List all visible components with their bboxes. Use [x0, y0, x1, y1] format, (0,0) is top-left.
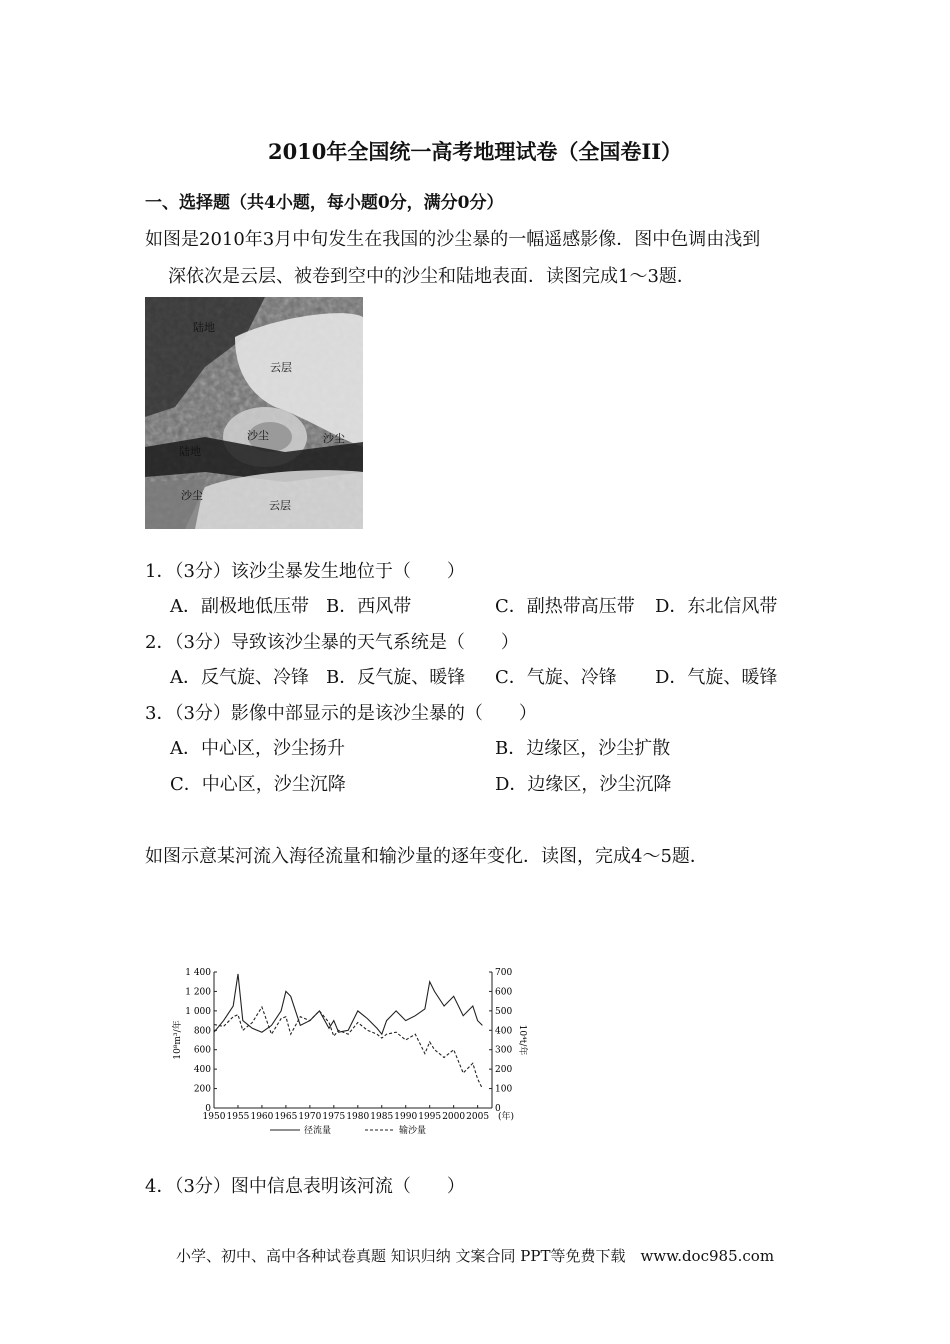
left-tick-label: 600 — [193, 1045, 211, 1056]
x-tick-label: 1975 — [322, 1112, 346, 1122]
legend-label-sediment: 输沙量 — [399, 1126, 427, 1136]
intro1-line1: 如图是2010年3月中旬发生在我国的沙尘暴的一幅遥感影像．图中色调由浅到 — [145, 229, 761, 250]
question-1-option-a: A．副极地低压带 — [170, 596, 309, 617]
x-tick-label: 1970 — [298, 1112, 322, 1122]
x-tick-label: 1965 — [274, 1112, 298, 1122]
map-label-land-1: 陆地 — [193, 321, 215, 334]
x-tick-label: 2000 — [442, 1112, 466, 1122]
x-tick-label: 1995 — [418, 1112, 442, 1122]
x-tick-label: 1960 — [250, 1112, 274, 1122]
question-1-option-d: D．东北信风带 — [655, 596, 778, 617]
x-axis-unit: (年) — [497, 1112, 515, 1122]
map-label-cloud-2: 云层 — [269, 499, 291, 512]
left-tick-label: 200 — [193, 1084, 211, 1095]
left-tick-label: 1 200 — [185, 987, 211, 998]
legend-label-runoff: 径流量 — [304, 1126, 332, 1136]
x-tick-label: 1980 — [346, 1112, 370, 1122]
page-title: 2010年全国统一高考地理试卷（全国卷II） — [267, 139, 683, 164]
runoff-sediment-chart — [170, 960, 530, 1145]
x-tick-label: 1990 — [394, 1112, 418, 1122]
question-1-option-b: B．西风带 — [326, 596, 412, 617]
right-tick-label: 100 — [495, 1084, 513, 1095]
footer: 小学、初中、高中各种试卷真题 知识归纳 文案合同 PPT等免费下载 www.doc985.com — [175, 1247, 775, 1265]
right-tick-label: 200 — [495, 1065, 513, 1076]
question-4-stem: 4．（3分）图中信息表明该河流（ ） — [145, 1176, 465, 1197]
question-3-option-a: A．中心区，沙尘扬升 — [170, 738, 345, 759]
x-tick-label: 2005 — [466, 1112, 490, 1122]
map-label-land-2: 陆地 — [179, 445, 201, 458]
left-tick-label: 0 — [205, 1104, 211, 1114]
question-3-option-d: D．边缘区，沙尘沉降 — [495, 774, 672, 795]
left-tick-label: 1 000 — [185, 1006, 211, 1017]
question-3-option-b: B．边缘区，沙尘扩散 — [495, 738, 671, 759]
series-line-sediment — [214, 1007, 482, 1089]
question-3-option-c: C．中心区，沙尘沉降 — [170, 774, 346, 795]
left-tick-label: 400 — [193, 1065, 211, 1076]
satellite-image — [145, 297, 363, 529]
question-2-option-d: D．气旋、暖锋 — [655, 667, 778, 688]
right-axis-label: 10⁴t/年 — [517, 1024, 527, 1056]
question-1-stem: 1．（3分）该沙尘暴发生地位于（ ） — [145, 561, 465, 582]
left-tick-label: 1 400 — [185, 968, 211, 978]
intro2: 如图示意某河流入海径流量和输沙量的逐年变化．读图，完成4～5题． — [145, 846, 708, 867]
question-2-option-c: C．气旋、冷锋 — [495, 667, 617, 688]
right-tick-label: 600 — [495, 987, 513, 998]
right-tick-label: 300 — [495, 1045, 513, 1056]
question-2-stem: 2．（3分）导致该沙尘暴的天气系统是（ ） — [145, 632, 519, 653]
x-tick-label: 1955 — [226, 1112, 250, 1122]
question-2-option-a: A．反气旋、冷锋 — [170, 667, 309, 688]
left-axis-label: 10⁸m³/年 — [173, 1020, 183, 1060]
map-label-cloud-1: 云层 — [270, 361, 292, 374]
question-2-option-b: B．反气旋、暖锋 — [326, 667, 466, 688]
intro1-line2: 深依次是云层、被卷到空中的沙尘和陆地表面．读图完成1～3题． — [168, 266, 695, 287]
x-tick-label: 1950 — [202, 1112, 226, 1122]
series-line-runoff — [214, 974, 482, 1034]
map-label-dust-left: 沙尘 — [181, 489, 203, 502]
map-label-dust-center: 沙尘 — [247, 429, 269, 442]
left-tick-label: 800 — [193, 1026, 211, 1037]
right-tick-label: 500 — [495, 1006, 513, 1017]
question-3-stem: 3．（3分）影像中部显示的是该沙尘暴的（ ） — [145, 703, 537, 724]
right-tick-label: 0 — [495, 1104, 501, 1114]
right-tick-label: 700 — [495, 968, 513, 978]
section-heading: 一、选择题（共4小题，每小题0分，满分0分） — [145, 193, 504, 213]
question-1-option-c: C．副热带高压带 — [495, 596, 635, 617]
right-tick-label: 400 — [495, 1026, 513, 1037]
x-tick-label: 1985 — [370, 1112, 394, 1122]
map-label-dust-right: 沙尘 — [323, 432, 345, 445]
chart-svg — [170, 960, 530, 1145]
